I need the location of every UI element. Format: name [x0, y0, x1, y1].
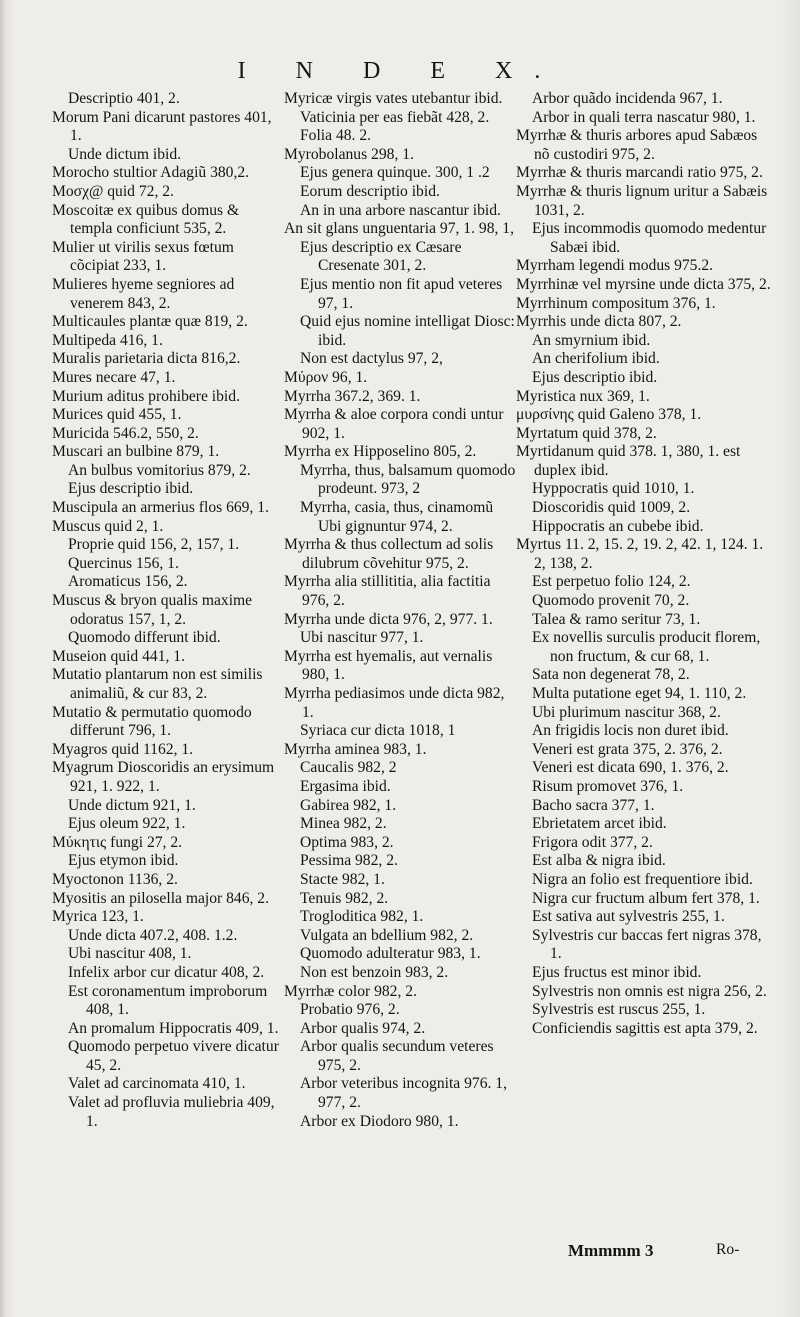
index-entry: An in una arbore nascantur ibid.	[300, 201, 501, 219]
index-entry: Ubi nascitur 408, 1.	[68, 945, 192, 963]
index-entry: Myagrum Dioscoridis an erysimum 921, 1. 922, 1.	[52, 759, 275, 795]
index-entry: Infelix arbor cur dicatur 408, 2.	[68, 963, 265, 981]
index-entry: An bulbus vomitorius 879, 2.	[68, 461, 251, 479]
index-entry: Muralis parietaria dicta 816,2.	[52, 350, 241, 368]
index-entry: μυρσίνης quid Galeno 378, 1.	[516, 406, 702, 424]
index-entry: Muscus quid 2, 1.	[52, 517, 164, 535]
index-entry: Hyppocratis quid 1010, 1.	[532, 480, 695, 498]
index-entry: Myositis an pilosella major 846, 2.	[52, 889, 269, 907]
index-entry: Mutatio & permutatio quomodo differunt 796, 1.	[52, 703, 252, 740]
index-entry: Μοσχ@ quid 72, 2.	[52, 182, 174, 200]
index-entry: Vaticinia per eas fiebãt 428, 2.	[300, 108, 490, 126]
index-entry: An frigidis locis non duret ibid.	[532, 722, 729, 740]
catchword: Ro-	[716, 1241, 740, 1258]
index-entry: Quomodo differunt ibid.	[68, 629, 221, 647]
index-entry: Sylvestris est ruscus 255, 1.	[532, 1001, 706, 1019]
index-entry: Arbor ex Diodoro 980, 1.	[300, 1112, 459, 1130]
index-entry: Gabirea 982, 1.	[300, 796, 397, 814]
index-entry: Multa putatione eget 94, 1. 110, 2.	[532, 685, 747, 702]
index-entry: Myrrhis unde dicta 807, 2.	[516, 313, 682, 331]
index-entry: Ergasima ibid.	[300, 777, 391, 795]
index-entry: Myrrhæ color 982, 2.	[284, 982, 417, 1000]
index-entry: Myrtatum quid 378, 2.	[516, 424, 657, 442]
index-entry: Mulieres hyeme segniores ad venerem 843, 2.	[52, 275, 235, 312]
index-entry: Sylvestris cur baccas fert nigras 378, 1.	[532, 926, 762, 963]
index-entry: Myrrha alia stillititia, alia factitia 976, 2.	[284, 573, 491, 610]
index-entry: Μύκητις fungi 27, 2.	[52, 833, 183, 851]
index-entry: Hippocratis an cubebe ibid.	[532, 517, 704, 535]
index-entry: Nigra cur fructum album fert 378, 1.	[532, 889, 760, 907]
index-entry: Talea & ramo seritur 73, 1.	[532, 610, 701, 628]
index-entry: Myrrhæ & thuris marcandi ratio 975, 2.	[516, 164, 763, 182]
index-entry: Frigora odit 377, 2.	[532, 833, 653, 851]
index-column-2	[284, 90, 516, 1131]
index-entry: Veneri est grata 375, 2. 376, 2.	[532, 740, 723, 758]
index-entry: Myrica 123, 1.	[52, 908, 144, 926]
index-entry: Myrrha ex Hipposelino 805, 2.	[284, 443, 477, 461]
index-entry: Myricæ virgis vates utebantur ibid.	[284, 90, 503, 107]
index-entry: Conficiendis sagittis est apta 379, 2.	[532, 1019, 758, 1037]
index-entry: Ejus descriptio ex Cæsare Cresenate 301, 2.	[300, 238, 462, 275]
index-entry: Trogloditica 982, 1.	[300, 908, 424, 926]
index-entry: Nigra an folio est frequentiore ibid.	[532, 870, 753, 888]
index-entry: Est coronamentum improborum 408, 1.	[68, 982, 268, 1019]
index-entry: Museion quid 441, 1.	[52, 647, 185, 665]
index-entry: Sata non degenerat 78, 2.	[532, 666, 690, 684]
index-entry: Aromaticus 156, 2.	[68, 573, 188, 591]
index-entry: Arbor qualis 974, 2.	[300, 1019, 426, 1037]
index-entry: Ejus mentio non fit apud veteres 97, 1.	[300, 275, 503, 312]
index-entry: Myrrha 367.2, 369. 1.	[284, 387, 421, 405]
index-entry: An promalum Hippocratis 409, 1.	[68, 1019, 279, 1037]
index-entry: Myrtus 11. 2, 15. 2, 19. 2, 42. 1, 124. 1. 2, 138, 2.	[516, 536, 764, 572]
index-entry: Muricida 546.2, 550, 2.	[52, 424, 199, 442]
index-entry: Ejus incommodis quomodo medentur Sabæi ibid.	[532, 220, 767, 256]
index-entry: Quomodo adulteratur 983, 1.	[300, 945, 481, 963]
index-entry: Myrrha & aloe corpora condi untur 902, 1.	[284, 406, 504, 442]
index-entry: Morum Pani dicarunt pastores 401, 1.	[52, 108, 272, 145]
page-header: I N D E X.	[237, 58, 563, 84]
index-entry: Myrrhinum compositum 376, 1.	[516, 294, 716, 312]
index-entry: Risum promovet 376, 1.	[532, 777, 684, 795]
index-entry: Muscus & bryon qualis maxime odoratus 157, 1, 2.	[52, 592, 253, 628]
index-entry: Arbor qualis secundum veteres 975, 2.	[300, 1038, 494, 1074]
index-column-3	[516, 90, 774, 1038]
index-entry: Myrrha pediasimos unde dicta 982, 1.	[284, 685, 505, 721]
index-entry: Myagros quid 1162, 1.	[52, 740, 194, 758]
index-entry: Proprie quid 156, 2, 157, 1.	[68, 536, 240, 554]
index-entry: Ubi plurimum nascitur 368, 2.	[532, 703, 721, 721]
index-entry: Non est dactylus 97, 2,	[300, 350, 443, 368]
index-entry: Ubi nascitur 977, 1.	[300, 629, 424, 647]
index-entry: Moscoitæ ex quibus domus & templa conficiunt 535, 2.	[52, 201, 240, 238]
index-entry: Myoctonon 1136, 2.	[52, 870, 178, 888]
index-entry: Ejus descriptio ibid.	[68, 480, 194, 498]
index-entry: Mures necare 47, 1.	[52, 368, 176, 386]
index-entry: Murium aditus prohibere ibid.	[52, 387, 240, 405]
index-entry: Μύρον 96, 1.	[284, 368, 368, 386]
index-entry: Est alba & nigra ibid.	[532, 852, 666, 870]
index-entry: Bacho sacra 377, 1.	[532, 796, 655, 814]
index-entry: Myrrha est hyemalis, aut vernalis 980, 1.	[284, 647, 493, 684]
index-entry: Optima 983, 2.	[300, 833, 394, 851]
index-entry: Ejus oleum 922, 1.	[68, 815, 186, 833]
index-entry: An cherifolium ibid.	[532, 350, 660, 368]
index-entry: Unde dictum 921, 1.	[68, 796, 196, 814]
index-entry: Myrrha unde dicta 976, 2, 977. 1.	[284, 610, 493, 628]
index-entry: Myrrhinæ vel myrsine unde dicta 375, 2.	[516, 275, 771, 293]
index-entry: Unde dictum ibid.	[68, 145, 182, 163]
index-entry: Mulier ut virilis sexus fœtum cõcipiat 233, 1.	[52, 238, 234, 275]
index-entry: Myrrha & thus collectum ad solis dilubrum cõvehitur 975, 2.	[284, 536, 494, 572]
index-entry: Vulgata an bdellium 982, 2.	[300, 926, 474, 944]
index-entry: Ex novellis surculis producit florem, non fructum, & cur 68, 1.	[532, 629, 761, 665]
index-entry: Descriptio 401, 2.	[68, 90, 180, 107]
index-entry: Myrrhæ & thuris lignum uritur a Sabæis 1031, 2.	[516, 182, 768, 219]
index-entry: Myrobolanus 298, 1.	[284, 145, 414, 163]
index-entry: Arbor quãdo incidenda 967, 1.	[532, 90, 723, 107]
index-entry: Myrrha, casia, thus, cinamomũ Ubi gignuntur 974, 2.	[300, 499, 494, 535]
index-entry: Sylvestris non omnis est nigra 256, 2.	[532, 982, 767, 1000]
index-entry: Myristica nux 369, 1.	[516, 387, 650, 405]
index-entry: Ejus genera quinque. 300, 1 .2	[300, 164, 490, 182]
index-entry: Arbor veteribus incognita 976. 1, 977, 2.	[300, 1075, 508, 1112]
index-entry: Arbor in quali terra nascatur 980, 1.	[532, 108, 756, 126]
index-entry: Folia 48. 2.	[300, 127, 372, 145]
index-entry: Ejus etymon ibid.	[68, 852, 179, 870]
index-entry: Veneri est dicata 690, 1. 376, 2.	[532, 759, 729, 777]
index-entry: Myrtidanum quid 378. 1, 380, 1. est duplex ibid.	[516, 443, 741, 479]
index-entry: Quercinus 156, 1.	[68, 554, 179, 572]
index-entry: Tenuis 982, 2.	[300, 889, 389, 907]
index-entry: Multipeda 416, 1.	[52, 331, 163, 349]
index-entry: Myrrha aminea 983, 1.	[284, 740, 427, 758]
index-entry: Muscari an bulbine 879, 1.	[52, 443, 220, 461]
index-entry: Syriaca cur dicta 1018, 1	[300, 722, 456, 740]
signature-mark: Mmmmm 3	[568, 1241, 654, 1260]
index-entry: Valet ad carcinomata 410, 1.	[68, 1075, 246, 1093]
index-entry: An sit glans unguentaria 97, 1. 98, 1,	[284, 220, 514, 238]
index-entry: Murices quid 455, 1.	[52, 406, 182, 424]
index-entry: Dioscoridis quid 1009, 2.	[532, 499, 691, 517]
index-entry: Ejus fructus est minor ibid.	[532, 963, 702, 981]
index-entry: Muscipula an armerius flos 669, 1.	[52, 499, 269, 517]
index-entry: Myrrham legendi modus 975.2.	[516, 257, 714, 275]
index-entry: Non est benzoin 983, 2.	[300, 963, 449, 981]
index-entry: Caucalis 982, 2	[300, 759, 397, 777]
index-entry: Ebrietatem arcet ibid.	[532, 815, 667, 833]
index-entry: Stacte 982, 1.	[300, 870, 385, 888]
index-entry: Unde dicta 407.2, 408. 1.2.	[68, 926, 238, 944]
index-entry: Myrrhæ & thuris arbores apud Sabæos nõ custodiri 975, 2.	[516, 127, 758, 163]
index-entry: Valet ad profluvia muliebria 409, 1.	[68, 1094, 275, 1130]
index-entry: An smyrnium ibid.	[532, 331, 651, 349]
index-entry: Probatio 976, 2.	[300, 1001, 400, 1019]
index-entry: Quid ejus nomine intelligat Diosc: ibid.	[300, 313, 515, 349]
index-entry: Pessima 982, 2.	[300, 852, 398, 870]
index-entry: Myrrha, thus, balsamum quomodo prodeunt. 973, 2	[300, 461, 516, 498]
index-entry: Morocho stultior Adagiũ 380,2.	[52, 164, 250, 182]
index-entry: Quomodo perpetuo vivere dicatur 45, 2.	[68, 1038, 279, 1074]
index-entry: Multicaules plantæ quæ 819, 2.	[52, 313, 248, 331]
index-entry: Mutatio plantarum non est similis animaliũ, & cur 83, 2.	[52, 666, 263, 702]
index-entry: Est perpetuo folio 124, 2.	[532, 573, 691, 591]
index-column-1	[52, 90, 284, 1131]
index-entry: Quomodo provenit 70, 2.	[532, 592, 690, 610]
index-entry: Eorum descriptio ibid.	[300, 182, 440, 200]
index-entry: Ejus descriptio ibid.	[532, 368, 658, 386]
index-entry: Est sativa aut sylvestris 255, 1.	[532, 908, 725, 926]
index-entry: Minea 982, 2.	[300, 815, 387, 833]
